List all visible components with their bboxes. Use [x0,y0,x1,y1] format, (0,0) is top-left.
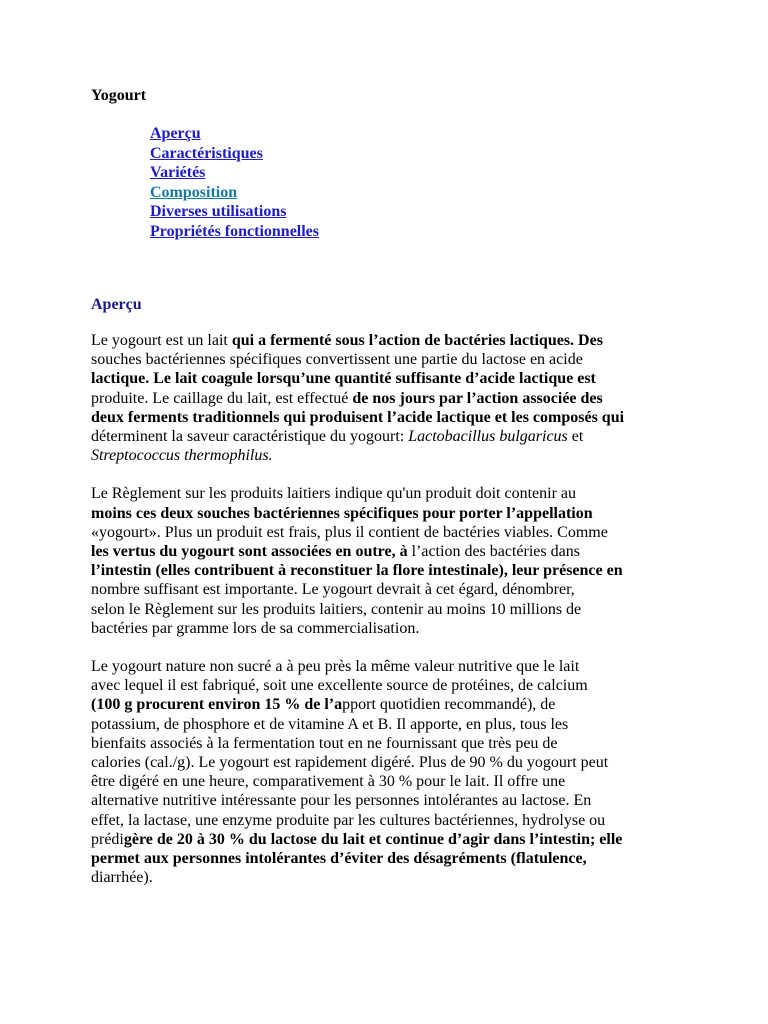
text-line: Le Règlement sur les produits laitiers indique qu'un produit doit contenir au [91,485,577,503]
document-page [91,86,711,887]
text-line: alternative nutritive intéressante pour les personnes intolérantes au lactose. En [91,792,592,810]
text-line: diarrhée). [91,869,153,887]
text-line [91,369,711,388]
text-run: Lactobacillus bulgaricus [408,428,568,446]
text-run: les vertus du yogourt sont associées en outre, à [91,543,412,561]
text-run: produite. Le caillage du lait, est effectué [91,389,353,407]
toc-item [150,202,711,222]
table-of-contents [150,124,711,241]
text-run: gère de 20 à 30 % du lactose du lait et continue d’agir dans l’intestin; elle [123,830,623,848]
toc-link-varietes[interactable]: Variétés [150,164,206,181]
text-line: bactéries par gramme lors de sa commercialisation. [91,619,420,637]
text-run: (100 g procurent environ 15 % de l’a [91,696,343,714]
toc-item [150,163,711,183]
paragraph-2 [91,484,711,638]
text-line: calories (cal./g). Le yogourt est rapidement digéré. Plus de 90 % du yogourt peut [91,754,609,772]
text-line [91,389,711,408]
text-line: «yogourt». Plus un produit est frais, plus il contient de bactéries viables. Comme [91,523,608,541]
text-line: avec lequel il est fabriqué, soit une excellente source de protéines, de calcium [91,677,588,695]
text-run: lactique. [91,370,154,388]
text-line [91,695,711,714]
toc-link-proprietes-fonctionnelles[interactable]: Propriétés fonctionnelles [150,222,320,240]
text-run: Le lait coagule lorsqu’une quantité suffisante d’acide lactique est [153,370,596,388]
text-line: effet, la lactase, une enzyme produite par les cultures bactériennes, hydrolyse ou [91,811,606,829]
text-line: permet aux personnes intolérantes d’éviter des désagréments (flatulence, [91,850,587,868]
toc-item [150,222,711,242]
text-run: pport quotidien recommandé), de [342,696,556,714]
text-line [91,427,711,446]
text-line: selon le Règlement sur les produits laitiers, contenir au moins 10 millions de [91,600,582,618]
text-run: qui a fermenté sous l’action de bactéries lactiques. Des [231,332,603,349]
text-line: deux ferments traditionnels qui produisent l’acide lactique et les composés qui [91,408,625,426]
text-run: déterminent la saveur caractéristique du yogourt: [91,428,409,446]
toc-link-caracteristiques[interactable]: Caractéristiques [150,144,263,162]
paragraph-1 [91,331,711,465]
text-line [91,542,711,561]
toc-item [150,183,711,203]
toc-link-apercu[interactable]: Aperçu [150,125,201,142]
document-title: Yogourt [91,87,147,104]
text-line: moins ces deux souches bactériennes spécifiques pour porter l’appellation [91,504,593,522]
text-line: être digéré en une heure, comparativement à 30 % pour le lait. Il offre une [91,773,566,791]
text-line [91,830,711,849]
text-line [91,331,711,350]
text-line: Streptococcus thermophilus. [91,447,273,465]
section-heading-apercu: Aperçu [91,296,142,313]
toc-link-composition[interactable]: Composition [150,183,238,201]
text-run: prédi [91,830,124,848]
text-run: l’action des bactéries dans [411,543,580,561]
text-line: potassium, de phosphore et de vitamine A et B. Il apporte, en plus, tous les [91,715,569,733]
toc-item [150,124,711,144]
toc-item [150,144,711,164]
toc-link-diverses-utilisations[interactable]: Diverses utilisations [150,203,287,220]
paragraph-3 [91,657,711,887]
text-line: l’intestin (elles contribuent à reconstituer la flore intestinale), leur présence en [91,562,623,580]
text-line: Le yogourt nature non sucré a à peu près la même valeur nutritive que le lait [91,658,580,676]
text-run: et [567,428,584,446]
text-line: bienfaits associés à la fermentation tout en ne fournissant que très peu de [91,734,558,752]
text-run: Le yogourt est un lait [91,332,232,349]
text-run: de nos jours par l’action associée des [352,389,603,407]
text-line: souches bactériennes spécifiques convertissent une partie du lactose en acide [91,351,583,369]
text-line: nombre suffisant est importante. Le yogourt devrait à cet égard, dénombrer, [91,581,575,599]
